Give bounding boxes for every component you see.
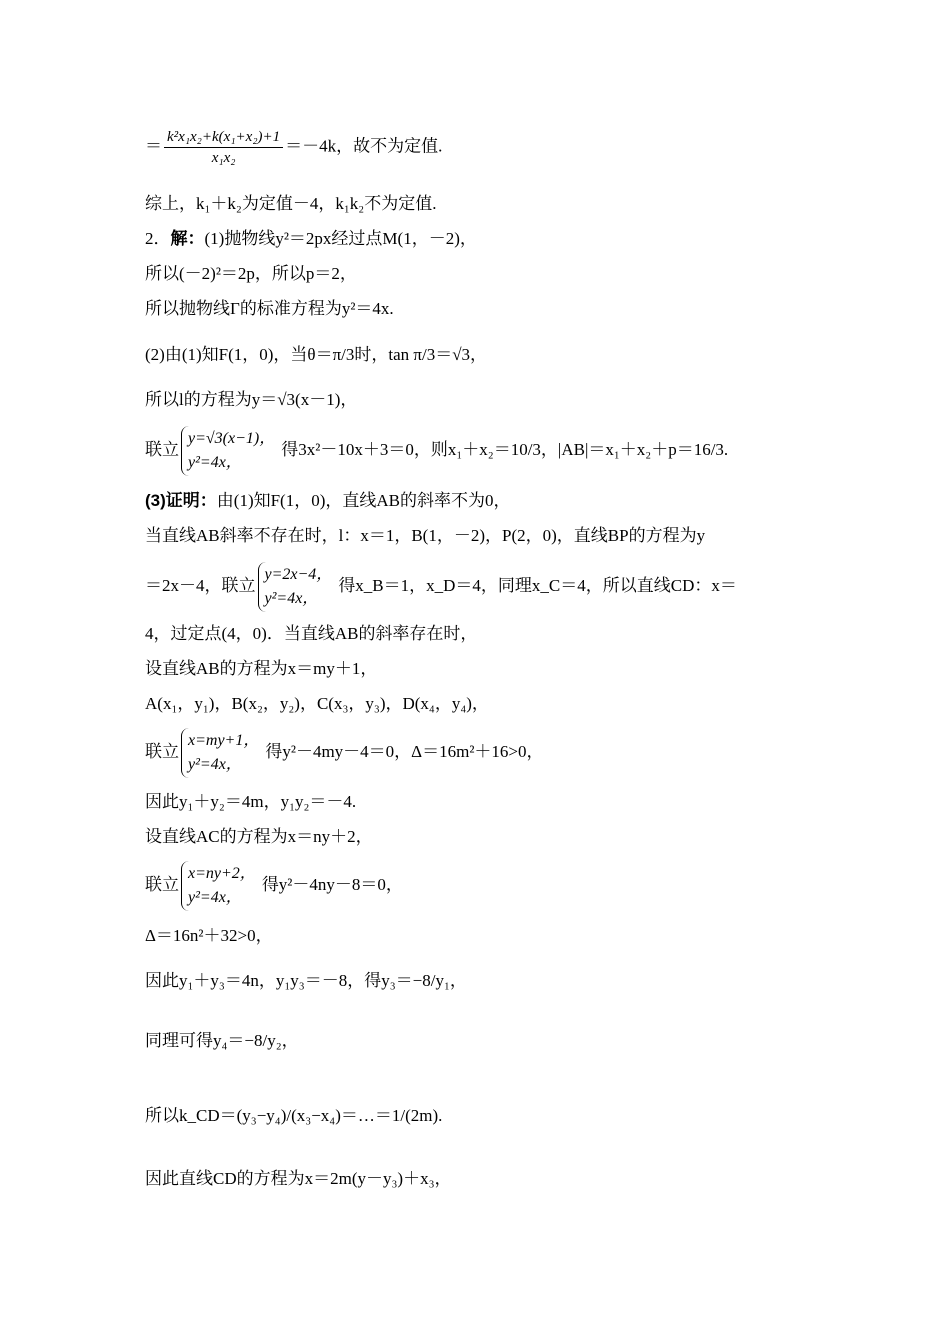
line-prefix: 联立 — [145, 439, 179, 459]
line-text: 因此y₁＋y₂＝4m，y₁y₂＝－4. — [145, 792, 357, 811]
line-text: 因此y₁＋y₃＝4n，y₁y₃＝－8，得y₃＝−8/y₁， — [145, 971, 467, 990]
line-system — [145, 562, 737, 612]
line-system — [145, 728, 544, 778]
line-summary: 综上，k₁＋k₂为定值－4，k₁k₂不为定值. — [145, 194, 437, 213]
line-text: 所以l的方程为y＝√3(x－1)， — [145, 390, 358, 409]
line-text: 当直线AB斜率不存在时，l：x＝1，B(1，－2)，P(2，0)，直线BP的方程为y — [145, 526, 706, 545]
equation-system — [181, 426, 275, 476]
line-prefix: ＝2x－4，联立 — [145, 575, 256, 595]
equation-system — [181, 728, 259, 778]
line-slope-derivation: 所以k_CD＝(y₃−y₄)/(x₃−x₄)＝…＝1/(2m). — [145, 1106, 443, 1125]
line-text: 同理可得y₄＝−8/y₂， — [145, 1031, 299, 1050]
line-prefix: 联立 — [145, 741, 179, 761]
system-equation-2: y²=4x， — [188, 756, 242, 773]
line-text: 因此直线CD的方程为x＝2m(y－y₃)＋x₃， — [145, 1169, 452, 1188]
line-part-2: (2)由(1)知F(1，0)，当θ＝π/3时，tan π/3＝√3， — [145, 345, 488, 364]
line-prefix: 联立 — [145, 874, 179, 894]
line-text: 所以(－2)²＝2p，所以p＝2， — [145, 264, 357, 283]
system-equation-1: y=√3(x−1)， — [188, 430, 276, 447]
line-text: 得3x²－10x＋3＝0，则x₁＋x₂＝10/3，|AB|＝x₁＋x₂＋p＝16/3. — [281, 439, 729, 459]
line-text: ＝－4k，故不为定值. — [285, 136, 443, 156]
line-text: (1)抛物线y²＝2px经过点M(1，－2)， — [204, 229, 477, 248]
system-equation-2: y²=4x， — [188, 889, 242, 906]
fraction — [164, 128, 283, 167]
fraction-numerator: k²x₁x₂+k(x₁+x₂)+1 — [164, 128, 283, 148]
line-text: 4，过定点(4，0)．当直线AB的斜率存在时， — [145, 624, 478, 643]
proof-label: (3)证明： — [145, 491, 217, 510]
system-equation-2: y²=4x， — [188, 454, 242, 471]
line-text: 得y²－4my－4＝0，Δ＝16m²＋16>0， — [265, 741, 544, 761]
line-text: 所以抛物线Γ的标准方程为y²＝4x. — [145, 299, 394, 318]
line-problem-2 — [145, 228, 477, 250]
line-part-3 — [145, 490, 511, 512]
line-text: 设直线AC的方程为x＝ny＋2， — [145, 827, 373, 846]
solution-label: 解： — [170, 229, 205, 248]
line-text: 得y²－4ny－8＝0， — [261, 874, 403, 894]
equation-system — [181, 861, 256, 911]
line-text: 由(1)知F(1，0)，直线AB的斜率不为0， — [216, 491, 511, 510]
system-equation-1: y=2x−4， — [264, 566, 333, 583]
line-text: 设直线AB的方程为x＝my＋1， — [145, 659, 378, 678]
line-text: A(x₁，y₁)，B(x₂，y₂)，C(x₃，y₃)，D(x₄，y₄)， — [145, 694, 489, 713]
line-fraction-expression: ＝ $\frac{\text{k²x₁x₂+k(x₁+x₂)+1}}{\text{x₁x₂}}$ ＝－4k，故不为定值. — [145, 129, 443, 166]
system-equation-1: x=ny+2， — [188, 865, 256, 882]
problem-number: 2． — [145, 229, 171, 248]
line-text: 得x_B＝1，x_D＝4，同理x_C＝4，所以直线CD：x＝ — [338, 575, 737, 595]
equation-system — [258, 562, 333, 612]
line-system — [145, 426, 728, 476]
system-equation-1: x=my+1， — [188, 732, 260, 749]
fraction-denominator: x₁x₂ — [211, 150, 236, 166]
system-equation-2: y²=4x， — [264, 590, 319, 607]
line-system — [145, 861, 403, 911]
line-text: Δ＝16n²＋32>0， — [145, 926, 273, 945]
